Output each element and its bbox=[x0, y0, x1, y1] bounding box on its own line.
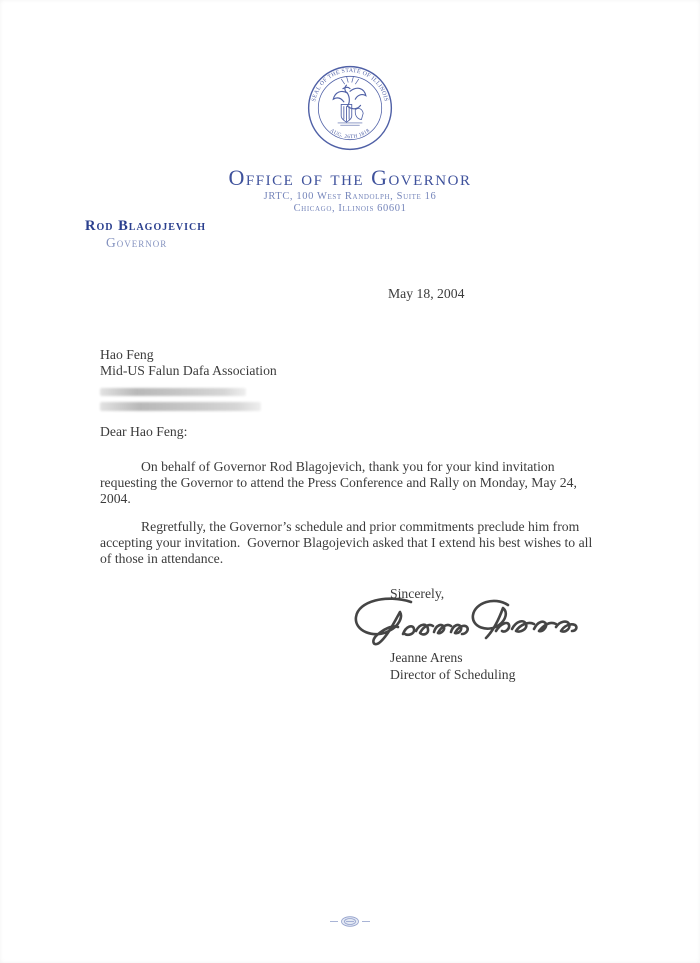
governor-name: Rod Blagojevich bbox=[85, 218, 206, 234]
signer-title: Director of Scheduling bbox=[390, 666, 516, 682]
body-paragraph: On behalf of Governor Rod Blagojevich, thank you for your kind invitation requesting the Governor to attend the Press Conference and Rally on Monday, May 24, 2004. bbox=[100, 459, 581, 506]
office-address-line1: JRTC, 100 West Randolph, Suite 16 bbox=[263, 191, 437, 202]
closing: Sincerely, bbox=[390, 586, 445, 601]
body-paragraph: Regretfully, the Governor’s schedule and prior commitments preclude him from accepting your invitation. Governor Blagojevich asked that I extend his best wishes to all of those in attendance. bbox=[100, 519, 596, 566]
letter-date: May 18, 2004 bbox=[388, 286, 465, 301]
illinois-state-seal-icon bbox=[306, 64, 394, 152]
governor-title: Governor bbox=[106, 235, 168, 250]
signer-block bbox=[390, 650, 515, 683]
svg-text:AUG. 26TH 1818: AUG. 26TH 1818 bbox=[328, 127, 372, 141]
office-address-line2: Chicago, Illinois 60601 bbox=[293, 203, 407, 214]
letter-body bbox=[100, 459, 607, 567]
recipient-organization: Mid-US Falun Dafa Association bbox=[100, 363, 277, 378]
redacted-address-line bbox=[100, 388, 246, 396]
signature-image bbox=[347, 593, 585, 649]
recipient-name: Hao Feng bbox=[100, 347, 154, 362]
redacted-address-line bbox=[100, 402, 261, 411]
recipient-block bbox=[100, 347, 277, 411]
sender-block bbox=[85, 218, 206, 251]
union-bug-icon bbox=[329, 915, 371, 928]
salutation: Dear Hao Feng: bbox=[100, 424, 188, 439]
letterhead bbox=[0, 64, 700, 215]
svg-text:SEAL OF THE STATE OF ILLINOIS: SEAL OF THE STATE OF ILLINOIS bbox=[311, 67, 389, 103]
signer-name: Jeanne Arens bbox=[390, 650, 463, 665]
office-title: Office of the Governor bbox=[228, 165, 472, 190]
